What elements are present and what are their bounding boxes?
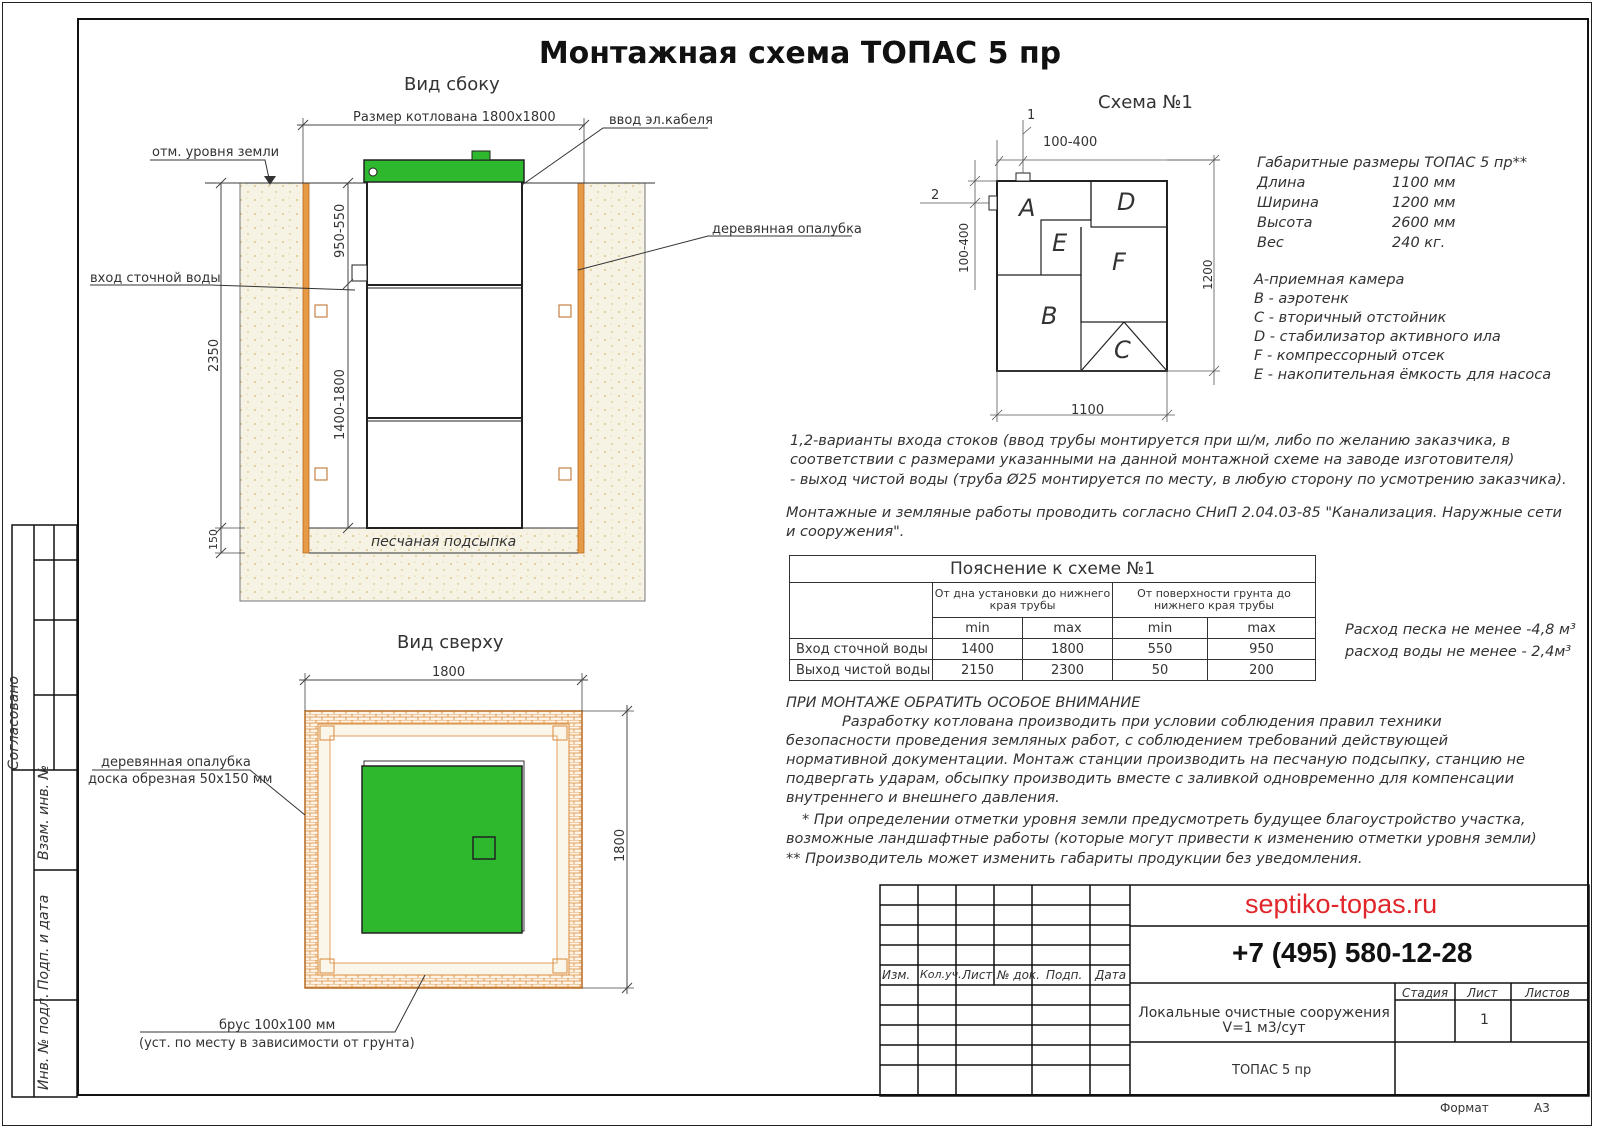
- scheme-heading: Схема №1: [1098, 92, 1193, 113]
- beam-line1: брус 100х100 мм: [219, 1018, 336, 1033]
- legend-item: E - накопительная ёмкость для насоса: [1254, 367, 1552, 383]
- spec-value: 1200 мм: [1392, 195, 1456, 211]
- pit-size-label: Размер котлована 1800х1800: [353, 110, 556, 125]
- table-cell: 950: [1208, 639, 1316, 660]
- table-cell: 1400: [933, 639, 1023, 660]
- footnote-2: ** Производитель может изменить габариты продукции без уведомления.: [786, 851, 1363, 867]
- table-group-2: От поверхности грунта до нижнего края трубы: [1113, 583, 1316, 618]
- legend-item: D - стабилизатор активного ила: [1254, 329, 1501, 345]
- product-description: Локальные очистные сооружения V=1 м3/сут: [1138, 1005, 1390, 1036]
- ground-mark-label: отм. уровня земли: [152, 145, 280, 160]
- sewage-input-label: вход сточной воды: [90, 271, 221, 286]
- spec-label: Ширина: [1257, 195, 1319, 211]
- scheme-dim-left: 100-400: [957, 222, 971, 273]
- table-cell: 2150: [933, 660, 1023, 681]
- table-cell: 1800: [1023, 639, 1113, 660]
- sheet-label: Лист: [1467, 986, 1498, 1000]
- sheets-label: Листов: [1525, 986, 1570, 1000]
- site-link[interactable]: septiko-topas.ru: [1245, 889, 1438, 919]
- col-kol: Кол.уч.: [920, 968, 962, 981]
- format-label: Формат: [1440, 1101, 1489, 1115]
- section-b: B: [1041, 302, 1058, 330]
- section-a: A: [1019, 194, 1036, 222]
- note-snip: Монтажные и земляные работы проводить согласно СНиП 2.04.03-85 "Канализация. Наружные сети и сооружения".: [786, 505, 1562, 540]
- sand-consumption: Расход песка не менее -4,8 м³: [1345, 622, 1576, 638]
- spec-label: Длина: [1257, 175, 1306, 191]
- specs-heading: Габаритные размеры ТОПАС 5 пр**: [1257, 155, 1528, 171]
- dim-bottom: 150: [207, 529, 220, 550]
- product-name: ТОПАС 5 пр: [1232, 1063, 1312, 1078]
- phone-number[interactable]: +7 (495) 580-12-28: [1232, 937, 1473, 968]
- note-output: - выход чистой воды (труба Ø25 монтируется по месту, в любую сторону по усмотрению заказчика).: [790, 472, 1567, 488]
- section-d: D: [1117, 188, 1136, 216]
- scheme-dim-bottom: 1100: [1071, 403, 1105, 418]
- sand-label: песчаная подсыпка: [371, 534, 517, 550]
- table-max: max: [1208, 618, 1316, 639]
- dim-mid: 1400-1800: [333, 369, 348, 440]
- legend-item: F - компрессорный отсек: [1254, 348, 1445, 364]
- spec-label: Вес: [1257, 235, 1284, 251]
- sheet-number: 1: [1480, 1012, 1489, 1028]
- inv-no-label: Взам. инв. №: [36, 764, 52, 860]
- top-view-heading: Вид сверху: [397, 632, 504, 653]
- table-row-label: Выход чистой воды: [790, 660, 933, 681]
- scheme-marker-2: 2: [931, 188, 940, 203]
- legend-item: A-приемная камера: [1254, 272, 1405, 288]
- footnote-1: * При определении отметки уровня земли предусмотреть будущее благоустройство участка, возможные ландшафтные работы (которые могут привести к изменению отметки уровня земли): [786, 812, 1537, 847]
- spec-value: 240 кг.: [1392, 235, 1446, 251]
- table-cell: 50: [1113, 660, 1208, 681]
- table-cell: 200: [1208, 660, 1316, 681]
- table-cell: 2300: [1023, 660, 1113, 681]
- side-view-heading: Вид сбоку: [404, 74, 500, 95]
- spec-value: 2600 мм: [1392, 215, 1456, 231]
- water-consumption: расход воды не менее - 2,4м³: [1345, 644, 1572, 660]
- formwork-label: деревянная опалубка: [712, 222, 862, 237]
- sign-date-label: Подп. и дата: [36, 894, 52, 990]
- section-e: E: [1052, 229, 1068, 257]
- table-row-label: Вход сточной воды: [790, 639, 933, 660]
- top-formwork-line1: деревянная опалубка: [101, 755, 251, 770]
- col-doc: № док.: [997, 968, 1040, 982]
- scheme-dim-top: 100-400: [1043, 135, 1098, 150]
- section-c: C: [1114, 336, 1131, 364]
- top-formwork-line2: доска обрезная 50х150 мм: [88, 772, 273, 787]
- col-list: Лист: [962, 968, 993, 982]
- stage-label: Стадия: [1402, 986, 1449, 1000]
- inv-orig-label: Инв. № подл.: [36, 993, 52, 1090]
- table-cell: 550: [1113, 639, 1208, 660]
- page-title: Монтажная схема ТОПАС 5 пр: [538, 36, 1062, 71]
- col-date: Дата: [1095, 968, 1127, 982]
- warning-body: Разработку котлована производить при условии соблюдения правил техники безопасности проведения земляных работ, с соблюдением требований действующей нормативной документации. Монтаж станции производить на песчаную подсыпку, станцию не подвергать ударам, обсыпку производить вместе с заливкой одновременно для компенсации внутреннего и внешнего давления.: [786, 714, 1525, 806]
- top-dim-width: 1800: [432, 665, 466, 680]
- scheme-dim-right: 1200: [1201, 259, 1215, 290]
- table-min: min: [1113, 618, 1208, 639]
- cable-input-label: ввод эл.кабеля: [609, 113, 713, 128]
- beam-line2: (уст. по месту в зависимости от грунта): [139, 1036, 415, 1051]
- format-value: А3: [1534, 1101, 1550, 1115]
- col-podp: Подп.: [1046, 968, 1083, 982]
- table-group-1: От дна установки до нижнего края трубы: [933, 583, 1113, 618]
- note-inputs: 1,2-варианты входа стоков (ввод трубы монтируется при ш/м, либо по желанию заказчика, в соответствии с размерами указанными на данной монтажной схеме на заводе изготовителя): [790, 433, 1515, 468]
- dim-top: 950-550: [333, 203, 348, 258]
- spec-label: Высота: [1257, 215, 1313, 231]
- legend-item: C - вторичный отстойник: [1254, 310, 1447, 326]
- spec-value: 1100 мм: [1392, 175, 1456, 191]
- col-izm: Изм.: [882, 968, 911, 982]
- legend-item: B - аэротенк: [1254, 291, 1349, 307]
- scheme-marker-1: 1: [1027, 108, 1036, 123]
- dim-total: 2350: [207, 338, 222, 372]
- agreed-label: Согласовано: [6, 675, 22, 770]
- top-dim-height: 1800: [613, 828, 628, 862]
- table-caption: Пояснение к схеме №1: [790, 556, 1316, 583]
- table-max: max: [1023, 618, 1113, 639]
- table-min: min: [933, 618, 1023, 639]
- section-f: F: [1112, 248, 1126, 276]
- warning-title: ПРИ МОНТАЖЕ ОБРАТИТЬ ОСОБОЕ ВНИМАНИЕ: [786, 695, 1141, 711]
